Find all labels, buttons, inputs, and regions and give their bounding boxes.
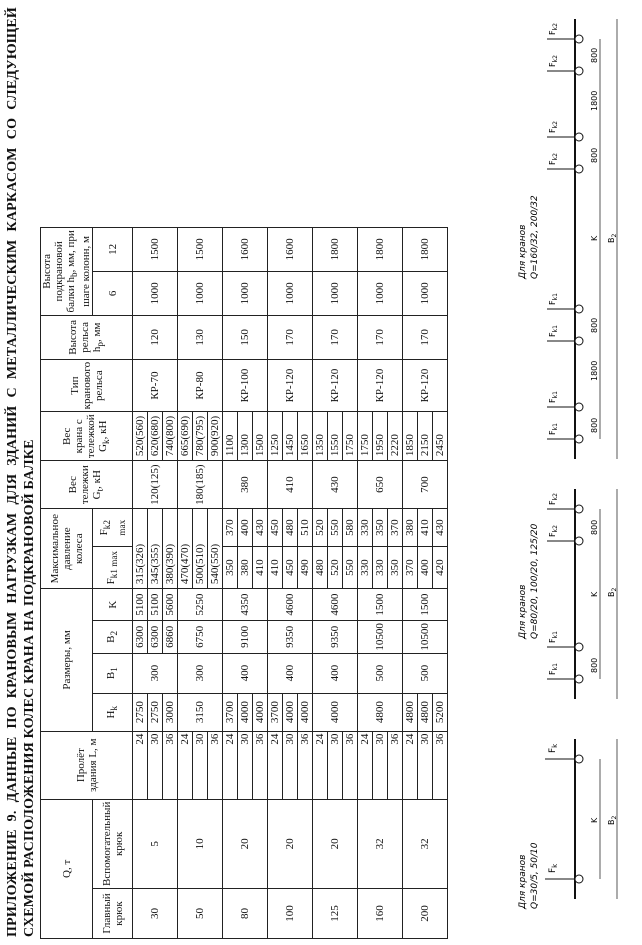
trolley-cell: 380: [223, 461, 268, 509]
trolley-cell: 650: [358, 461, 403, 509]
b2-header: $B_2$: [93, 621, 133, 654]
pressure-cell: 380(390): [163, 509, 178, 589]
rail-type-cell: КР-80: [178, 359, 223, 411]
hk-cell: 4000: [313, 693, 358, 731]
d2-caption2: Q=80/20, 100/20, 125/20: [530, 523, 540, 639]
trolley-cell: 180(185): [178, 461, 223, 509]
f1-cell: 420: [433, 547, 448, 589]
beam-h6-cell: 1000: [313, 271, 358, 315]
crane-weight-cell: 1750: [343, 412, 358, 461]
f2-cell: 430: [433, 509, 448, 547]
f2-cell: 510: [298, 509, 313, 547]
aux-hook-cell: 5: [133, 799, 178, 888]
pressure-cell: 345(355): [148, 509, 163, 589]
k-cell: 5100: [148, 589, 163, 621]
span-cell: 36: [253, 731, 268, 799]
k-header: K: [93, 589, 133, 621]
b1-cell: 300: [133, 653, 178, 693]
span-header: Пролёт здания L, м: [41, 731, 133, 799]
hk-cell: 4800: [358, 693, 403, 731]
main-hook-cell: 200: [403, 889, 448, 939]
b2-cell: 10500: [403, 621, 448, 654]
span-cell: 30: [418, 731, 433, 799]
span-cell: 30: [373, 731, 388, 799]
aux-hook-cell: 20: [313, 799, 358, 888]
f2-cell: 380: [403, 509, 418, 547]
trolley-cell: 430: [313, 461, 358, 509]
f1-cell: 550: [343, 547, 358, 589]
aux-hook-cell: 20: [268, 799, 313, 888]
f1-cell: 330: [358, 547, 373, 589]
f2-cell: 520: [313, 509, 328, 547]
hk-cell: 5200: [433, 693, 448, 731]
rail-type-cell: КР-120: [268, 359, 313, 411]
f2-cell: 400: [238, 509, 253, 547]
crane-weight-cell: 780(795): [193, 412, 208, 461]
svg-text:Fk1: $F_{k1}$: [548, 293, 559, 305]
table-row: [178, 139, 193, 938]
span-cell: 30: [193, 731, 208, 799]
b2-cell: 6300: [148, 621, 163, 654]
f2-cell: 370: [223, 509, 238, 547]
aux-hook-cell: 32: [358, 799, 403, 888]
svg-text:800: 800: [590, 147, 599, 163]
hk-cell: 4000: [253, 693, 268, 731]
beam-h6-cell: 1000: [268, 271, 313, 315]
d3-caption2: Q=160/32, 200/32: [530, 195, 540, 279]
rail-type-cell: КР-120: [403, 359, 448, 411]
span-cell: 24: [268, 731, 283, 799]
pressure-cell: 315(326): [133, 509, 148, 589]
diagram-3: [505, 9, 640, 469]
b1-cell: 300: [178, 653, 223, 693]
span-cell: 30: [283, 731, 298, 799]
b1-header: $B_1$: [93, 653, 133, 693]
rail-height-cell: 130: [178, 315, 223, 359]
table-row: [358, 139, 373, 938]
rail-type-cell: КР-100: [223, 359, 268, 411]
b2-cell: 6750: [178, 621, 223, 654]
span-cell: 36: [343, 731, 358, 799]
main-hook-cell: 30: [133, 889, 178, 939]
aux-hook-cell: 20: [223, 799, 268, 888]
diagram-1: [505, 719, 640, 939]
page-title: ПРИЛОЖЕНИЕ 9. ДАННЫЕ ПО КРАНОВЫМ НАГРУЗКАМ ДЛЯ ЗДАНИЙ С МЕТАЛЛИЧЕСКИМ КАРКАСОМ СО СЛЕДУЮЩЕЙ СХЕМОЙ РАСПОЛОЖЕНИЯ КОЛЕС КРАНА НА ПОДКРАНОВОЙ БАЛКЕ: [5, 7, 37, 937]
span-cell: 30: [328, 731, 343, 799]
f1-header: $F_{k1 max}$: [93, 547, 133, 589]
f2-cell: 370: [388, 509, 403, 547]
d1-fk-label-2: $F_k$: [548, 743, 559, 753]
svg-text:Fk2: $F_{k2}$: [548, 525, 559, 537]
rail-type-header: Тип кранового рельса: [41, 359, 133, 411]
aux-hook-header: Вспомогательный крюк: [93, 799, 133, 888]
crane-weight-cell: 1500: [253, 412, 268, 461]
crane-weight-cell: 1950: [373, 412, 388, 461]
crane-weight-cell: 2220: [388, 412, 403, 461]
beam-h12-cell: 1600: [223, 227, 268, 271]
b2-cell: 9100: [223, 621, 268, 654]
crane-weight-cell: 1750: [358, 412, 373, 461]
f1-cell: 380: [238, 547, 253, 589]
b2-cell: 10500: [358, 621, 403, 654]
main-hook-cell: 125: [313, 889, 358, 939]
f1-cell: 450: [283, 547, 298, 589]
span-cell: 36: [163, 731, 178, 799]
rail-height-cell: 170: [358, 315, 403, 359]
f2-cell: 330: [358, 509, 373, 547]
rail-type-cell: КР-70: [133, 359, 178, 411]
b1-cell: 400: [313, 653, 358, 693]
svg-text:Fk1: $F_{k1}$: [548, 631, 559, 643]
beam-h12-cell: 1800: [358, 227, 403, 271]
b1-cell: 500: [358, 653, 403, 693]
span-cell: 36: [298, 731, 313, 799]
hk-cell: 3700: [268, 693, 283, 731]
crane-weight-cell: 1550: [328, 412, 343, 461]
rail-height-cell: 170: [313, 315, 358, 359]
pressure-cell: 540(550): [208, 509, 223, 589]
f1-cell: 480: [313, 547, 328, 589]
k-cell: 1500: [358, 589, 403, 621]
span-cell: 24: [403, 731, 418, 799]
svg-text:800: 800: [590, 317, 599, 333]
f1-cell: 410: [253, 547, 268, 589]
hk-cell: 4800: [403, 693, 418, 731]
aux-hook-cell: 32: [403, 799, 448, 888]
beam-h6-cell: 1000: [178, 271, 223, 315]
crane-weight-cell: 1100: [223, 412, 238, 461]
hk-cell: 2750: [133, 693, 148, 731]
span-cell: 24: [358, 731, 373, 799]
hk-header: $H_k$: [93, 693, 133, 731]
hk-cell: 2750: [148, 693, 163, 731]
b1-cell: 400: [268, 653, 313, 693]
crane-weight-cell: 620(680): [148, 412, 163, 461]
svg-text:Fk1: $F_{k1}$: [548, 391, 559, 403]
pressure-header: Максимальное давление колеса: [41, 509, 93, 589]
rail-height-header: Высота рельса $h_p$, мм: [41, 315, 133, 359]
svg-text:Fk2: $F_{k2}$: [548, 153, 559, 165]
table-row: [268, 139, 283, 938]
table-row: [133, 139, 148, 938]
svg-text:1800: 1800: [590, 360, 599, 381]
main-hook-cell: 160: [358, 889, 403, 939]
k-cell: 5100: [133, 589, 148, 621]
hk-cell: 3000: [163, 693, 178, 731]
f2-cell: 550: [328, 509, 343, 547]
crane-weight-header: Вес крана с тележкой $G_k$, кН: [41, 412, 133, 461]
span-cell: 24: [313, 731, 328, 799]
aux-hook-cell: 10: [178, 799, 223, 888]
svg-text:800: 800: [590, 47, 599, 63]
trolley-header: Вес тележки $G_t$, кН: [41, 461, 133, 509]
span-cell: 30: [148, 731, 163, 799]
span-cell: 36: [208, 731, 223, 799]
span-cell: 24: [223, 731, 238, 799]
table-body: [133, 139, 448, 938]
beam-h12-cell: 1800: [403, 227, 448, 271]
f2-cell: 410: [418, 509, 433, 547]
f1-cell: 370: [403, 547, 418, 589]
crane-weight-cell: 2450: [433, 412, 448, 461]
b1-cell: 400: [223, 653, 268, 693]
beam-h12-cell: 1500: [133, 227, 178, 271]
span-cell: 24: [178, 731, 193, 799]
main-hook-cell: 80: [223, 889, 268, 939]
f2-cell: 580: [343, 509, 358, 547]
crane-weight-cell: 900(920): [208, 412, 223, 461]
crane-weight-cell: 1350: [313, 412, 328, 461]
rail-height-cell: 150: [223, 315, 268, 359]
beam-h6-cell: 1000: [133, 271, 178, 315]
crane-weight-cell: 1250: [268, 412, 283, 461]
f1-cell: 410: [268, 547, 283, 589]
svg-text:1800: 1800: [590, 90, 599, 111]
beam-height-header: Высота подкрановой балки $h_b$, мм, при шаге колонн, м: [41, 227, 93, 315]
b2-cell: 6300: [133, 621, 148, 654]
svg-text:K: K: [590, 235, 599, 241]
svg-text:Fk1: $F_{k1}$: [548, 325, 559, 337]
trolley-cell: 120(125): [133, 461, 178, 509]
k-cell: 4600: [313, 589, 358, 621]
hk-cell: 4800: [418, 693, 433, 731]
svg-text:Fk2: $F_{k2}$: [548, 121, 559, 133]
d1-caption1: Для кранов: [518, 854, 528, 909]
hk-cell: 4000: [298, 693, 313, 731]
f1-cell: 330: [373, 547, 388, 589]
svg-text:B2: $B_2$: [607, 587, 618, 597]
svg-text:800: 800: [590, 657, 599, 673]
crane-weight-cell: 1650: [298, 412, 313, 461]
table-row: [223, 139, 238, 938]
d1-fk-label: $F_k$: [548, 863, 559, 873]
d1-k-label: K: [590, 817, 599, 823]
svg-text:Fk1: $F_{k1}$: [548, 423, 559, 435]
d1-caption2: Q=30/5, 50/10: [530, 842, 540, 909]
d3-caption1: Для кранов: [518, 224, 528, 279]
crane-weight-cell: 2150: [418, 412, 433, 461]
rail-height-cell: 120: [133, 315, 178, 359]
table-row: [313, 139, 328, 938]
beam-h6-cell: 1000: [358, 271, 403, 315]
b2-cell: 9350: [313, 621, 358, 654]
pressure-cell: 470(470): [178, 509, 193, 589]
crane-weight-cell: 665(690): [178, 412, 193, 461]
step6-header: 6: [93, 271, 133, 315]
span-cell: 30: [238, 731, 253, 799]
trolley-cell: 410: [268, 461, 313, 509]
beam-h12-cell: 1800: [313, 227, 358, 271]
beam-h6-cell: 1000: [223, 271, 268, 315]
diagram-2: [505, 479, 640, 709]
b2-cell: 9350: [268, 621, 313, 654]
main-hook-cell: 50: [178, 889, 223, 939]
d1-b2-label: $B_2$: [607, 815, 618, 825]
f2-cell: 480: [283, 509, 298, 547]
beam-h12-cell: 1600: [268, 227, 313, 271]
step12-header: 12: [93, 227, 133, 271]
f2-cell: 430: [253, 509, 268, 547]
f2-cell: 350: [373, 509, 388, 547]
hk-cell: 3150: [178, 693, 223, 731]
span-cell: 36: [433, 731, 448, 799]
f1-cell: 350: [388, 547, 403, 589]
beam-h6-cell: 1000: [403, 271, 448, 315]
hk-cell: 4000: [283, 693, 298, 731]
pressure-cell: 500(510): [193, 509, 208, 589]
crane-weight-cell: 1300: [238, 412, 253, 461]
svg-text:800: 800: [590, 417, 599, 433]
span-cell: 24: [133, 731, 148, 799]
svg-text:Fk2: $F_{k2}$: [548, 23, 559, 35]
crane-weight-cell: 1850: [403, 412, 418, 461]
k-cell: 4600: [268, 589, 313, 621]
crane-weight-cell: 520(560): [133, 412, 148, 461]
svg-text:Fk2: $F_{k2}$: [548, 55, 559, 67]
svg-text:K: K: [590, 591, 599, 597]
b2-cell: 6860: [163, 621, 178, 654]
rail-height-cell: 170: [403, 315, 448, 359]
f2-cell: 450: [268, 509, 283, 547]
main-hook-header: Главный крюк: [93, 889, 133, 939]
crane-load-table: [40, 139, 448, 939]
svg-text:Fk1: $F_{k1}$: [548, 663, 559, 675]
svg-text:B2: $B_2$: [607, 233, 618, 243]
trolley-cell: 700: [403, 461, 448, 509]
q-header: Q, т: [41, 799, 93, 938]
rail-height-cell: 170: [268, 315, 313, 359]
crane-weight-cell: 740(800): [163, 412, 178, 461]
hk-cell: 4000: [238, 693, 253, 731]
svg-text:Fk2: $F_{k2}$: [548, 493, 559, 505]
svg-text:800: 800: [590, 519, 599, 535]
crane-weight-cell: 1450: [283, 412, 298, 461]
f1-cell: 400: [418, 547, 433, 589]
rail-type-cell: КР-120: [358, 359, 403, 411]
d2-caption1: Для кранов: [518, 584, 528, 639]
k-cell: 5250: [178, 589, 223, 621]
table-row: [403, 139, 418, 938]
hk-cell: 3700: [223, 693, 238, 731]
k-cell: 4350: [223, 589, 268, 621]
main-hook-cell: 100: [268, 889, 313, 939]
k-cell: 5600: [163, 589, 178, 621]
k-cell: 1500: [403, 589, 448, 621]
b1-cell: 500: [403, 653, 448, 693]
f1-cell: 490: [298, 547, 313, 589]
f1-cell: 520: [328, 547, 343, 589]
span-cell: 36: [388, 731, 403, 799]
f2-header: $F_{k2 max}$: [93, 509, 133, 547]
beam-h12-cell: 1500: [178, 227, 223, 271]
dims-header: Размеры, мм: [41, 589, 93, 732]
f1-cell: 350: [223, 547, 238, 589]
rail-type-cell: КР-120: [313, 359, 358, 411]
